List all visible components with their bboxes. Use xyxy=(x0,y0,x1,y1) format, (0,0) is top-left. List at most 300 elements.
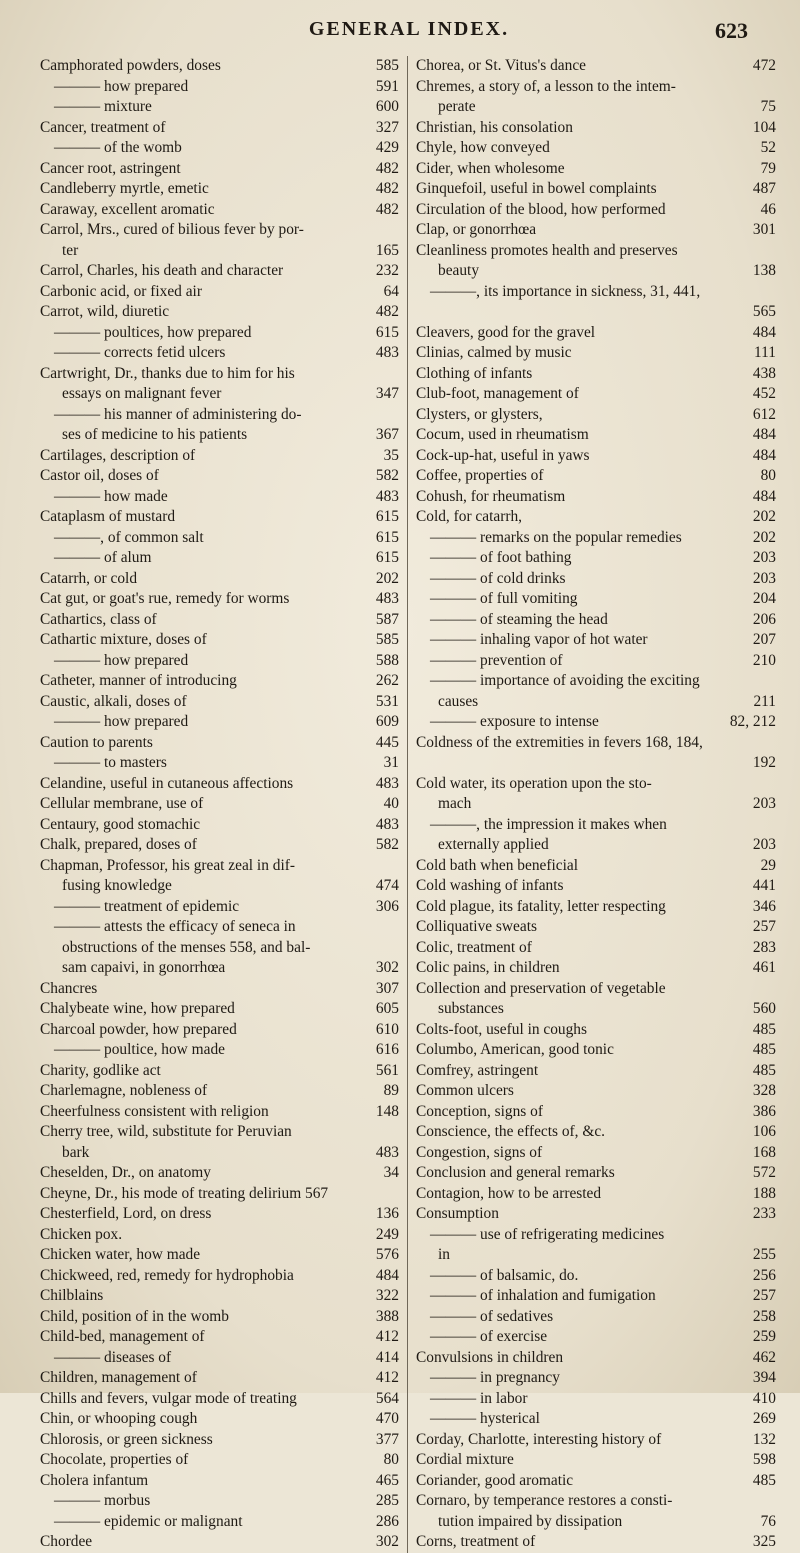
entry-text: ——— of exercise xyxy=(430,1328,548,1345)
index-entry xyxy=(416,118,776,139)
entry-page-ref: 206 xyxy=(752,610,776,628)
entry-text: Cathartics, class of xyxy=(40,610,157,628)
entry-page-ref: 582 xyxy=(375,836,399,853)
entry-text: ——— in pregnancy xyxy=(430,1369,560,1386)
index-entry xyxy=(416,1102,776,1123)
entry-page-ref: 132 xyxy=(752,1430,776,1448)
entry-page-ref: 301 xyxy=(752,221,776,238)
entry-page-ref: 233 xyxy=(752,1205,776,1222)
entry-page-ref: 188 xyxy=(752,1184,776,1202)
entry-page-ref: 322 xyxy=(375,1287,399,1304)
entry-text: Clysters, or glysters, xyxy=(416,405,543,423)
index-entry xyxy=(40,897,399,918)
entry-page-ref: 257 xyxy=(752,918,776,935)
entry-text: ——— in labor xyxy=(430,1389,528,1407)
entry-page-ref: 615 xyxy=(375,549,399,566)
index-entry xyxy=(40,938,399,959)
index-entry xyxy=(416,507,776,528)
entry-text: Club-foot, management of xyxy=(416,385,579,402)
entry-text: ——— how prepared xyxy=(54,651,189,669)
entry-text: obstructions of the menses 558, and bal- xyxy=(62,938,311,956)
entry-page-ref: 612 xyxy=(752,405,776,423)
index-entry xyxy=(416,876,776,897)
index-entry xyxy=(416,794,776,815)
entry-text: Cathartic mixture, doses of xyxy=(40,631,207,648)
entry-text: Camphorated powders, doses xyxy=(40,57,221,74)
entry-text: ——— poultice, how made xyxy=(54,1041,225,1058)
entry-page-ref: 285 xyxy=(375,1492,399,1509)
entry-text: essays on malignant fever xyxy=(62,385,222,402)
entry-text: Clinias, calmed by music xyxy=(416,344,572,361)
entry-text: Comfrey, astringent xyxy=(416,1061,539,1079)
entry-text: Ginquefoil, useful in bowel complaints xyxy=(416,180,657,197)
entry-text: ——— diseases of xyxy=(54,1348,172,1366)
entry-text: ——— how prepared xyxy=(54,77,189,95)
index-entry xyxy=(416,917,776,938)
entry-page-ref: 367 xyxy=(375,426,399,443)
index-entry xyxy=(40,1266,399,1287)
entry-page-ref: 52 xyxy=(760,139,776,156)
entry-page-ref: 591 xyxy=(375,77,399,95)
index-entry xyxy=(416,815,776,836)
index-entry xyxy=(416,1020,776,1041)
entry-page-ref: 168 xyxy=(752,1143,776,1161)
index-entry xyxy=(416,1409,776,1430)
entry-page-ref: 484 xyxy=(752,426,776,443)
index-entry xyxy=(416,282,776,303)
entry-text: ——— how prepared xyxy=(54,713,189,730)
entry-page-ref: 138 xyxy=(752,262,776,279)
entry-text: Chocolate, properties of xyxy=(40,1451,189,1468)
index-entry xyxy=(416,1512,776,1533)
entry-text: ——— attests the efficacy of seneca in xyxy=(54,918,296,935)
entry-text: causes xyxy=(438,692,479,710)
index-entry xyxy=(40,466,399,487)
index-entry xyxy=(40,261,399,282)
index-entry xyxy=(416,1081,776,1102)
entry-text: Cleanliness promotes health and preserves xyxy=(416,241,678,259)
entry-page-ref: 483 xyxy=(375,815,399,833)
index-entry xyxy=(416,343,776,364)
entry-page-ref: 203 xyxy=(752,549,776,566)
index-entry xyxy=(40,1348,399,1369)
index-entry xyxy=(416,384,776,405)
index-entry xyxy=(40,1368,399,1389)
index-entry xyxy=(416,405,776,426)
entry-text: ——— of foot bathing xyxy=(430,549,572,566)
index-entry xyxy=(416,979,776,1000)
index-entry xyxy=(40,958,399,979)
entry-text: ——— inhaling vapor of hot water xyxy=(430,631,648,648)
entry-page-ref: 347 xyxy=(375,385,399,402)
entry-text: Chordee xyxy=(40,1533,93,1550)
index-entry xyxy=(40,569,399,590)
entry-text: fusing knowledge xyxy=(62,877,172,894)
index-entry xyxy=(416,753,776,774)
entry-text: Cartilages, description of xyxy=(40,446,196,464)
index-entry xyxy=(416,364,776,385)
entry-page-ref: 483 xyxy=(375,487,399,505)
entry-page-ref: 610 xyxy=(375,1020,399,1038)
entry-text: Chapman, Professor, his great zeal in dif- xyxy=(40,856,295,874)
index-entry xyxy=(416,200,776,221)
index-entry xyxy=(416,712,776,733)
entry-text: Castor oil, doses of xyxy=(40,467,159,484)
index-entry xyxy=(40,487,399,508)
entry-page-ref: 104 xyxy=(752,118,776,136)
index-entry xyxy=(40,1122,399,1143)
index-entry xyxy=(416,138,776,159)
entry-text: ———, its importance in sickness, 31, 441, xyxy=(430,282,701,300)
entry-page-ref: 410 xyxy=(752,1389,776,1407)
entry-text: Carrol, Mrs., cured of bilious fever by por- xyxy=(40,221,304,238)
entry-page-ref: 462 xyxy=(752,1348,776,1366)
index-entry xyxy=(416,1122,776,1143)
entry-text: ——— epidemic or malignant xyxy=(54,1512,243,1530)
index-entry xyxy=(40,1430,399,1451)
entry-text: ——— of the womb xyxy=(54,139,182,156)
entry-page-ref: 258 xyxy=(752,1307,776,1325)
index-entry xyxy=(416,610,776,631)
entry-page-ref: 429 xyxy=(375,139,399,156)
entry-text: ter xyxy=(62,241,79,259)
index-entry xyxy=(416,671,776,692)
entry-text: Corday, Charlotte, interesting history of xyxy=(416,1430,662,1448)
entry-text: Chicken pox. xyxy=(40,1225,123,1243)
entry-page-ref: 203 xyxy=(752,836,776,853)
entry-text: Cornaro, by temperance restores a consti- xyxy=(416,1492,673,1509)
entry-text: Cold washing of infants xyxy=(416,877,564,894)
entry-text: Cold plague, its fatality, letter respecting xyxy=(416,897,666,915)
index-entry xyxy=(40,1286,399,1307)
entry-text: Coffee, properties of xyxy=(416,467,544,484)
entry-page-ref: 259 xyxy=(752,1328,776,1345)
entry-text: Cold, for catarrh, xyxy=(416,508,522,525)
entry-page-ref: 484 xyxy=(752,323,776,341)
index-entry xyxy=(416,1532,776,1553)
index-entry xyxy=(40,1512,399,1533)
entry-page-ref: 64 xyxy=(383,282,399,300)
index-entry xyxy=(40,979,399,1000)
entry-text: Colliquative sweats xyxy=(416,918,537,935)
entry-page-ref: 262 xyxy=(375,672,399,689)
entry-text: Charlemagne, nobleness of xyxy=(40,1082,208,1099)
index-entry xyxy=(40,405,399,426)
entry-page-ref: 585 xyxy=(375,631,399,648)
entry-page-ref: 452 xyxy=(752,385,776,402)
index-entry xyxy=(40,630,399,651)
entry-text: Child-bed, management of xyxy=(40,1328,205,1345)
index-entry xyxy=(40,282,399,303)
entry-text: Cock-up-hat, useful in yaws xyxy=(416,446,590,464)
index-column-left xyxy=(40,56,408,1553)
entry-page-ref: 483 xyxy=(375,344,399,361)
running-title: GENERAL INDEX. xyxy=(308,18,510,40)
entry-text: Consumption xyxy=(416,1205,499,1222)
entry-text: Cherry tree, wild, substitute for Peruvian xyxy=(40,1123,292,1140)
entry-text: Cold water, its operation upon the sto- xyxy=(416,774,652,792)
entry-text: Collection and preservation of vegetable xyxy=(416,979,666,997)
entry-page-ref: 465 xyxy=(375,1471,399,1489)
entry-page-ref: 615 xyxy=(375,323,399,341)
entry-page-ref: 31 xyxy=(383,754,399,771)
entry-text: Conscience, the effects of, &c. xyxy=(416,1123,606,1140)
index-entry xyxy=(40,364,399,385)
entry-text: Catarrh, or cold xyxy=(40,569,138,587)
index-entry xyxy=(416,241,776,262)
index-entry xyxy=(416,1143,776,1164)
entry-page-ref: 483 xyxy=(375,774,399,792)
index-entry xyxy=(416,1348,776,1369)
entry-text: Cheyne, Dr., his mode of treating delirium 567 xyxy=(40,1184,329,1202)
index-columns xyxy=(40,56,778,1553)
entry-page-ref: 328 xyxy=(752,1082,776,1099)
entry-text: Chickweed, red, remedy for hydrophobia xyxy=(40,1266,294,1284)
entry-page-ref: 202 xyxy=(375,569,399,587)
index-entry xyxy=(40,692,399,713)
index-entry xyxy=(40,241,399,262)
index-entry xyxy=(416,1471,776,1492)
entry-page-ref: 207 xyxy=(752,631,776,648)
index-entry xyxy=(416,630,776,651)
entry-page-ref: 232 xyxy=(375,262,399,279)
index-entry xyxy=(40,733,399,754)
entry-text: Chancres xyxy=(40,979,98,997)
entry-text: Children, management of xyxy=(40,1369,197,1386)
entry-text: Chicken water, how made xyxy=(40,1246,201,1263)
entry-page-ref: 203 xyxy=(752,795,776,812)
index-entry xyxy=(416,528,776,549)
entry-page-ref: 412 xyxy=(375,1328,399,1345)
entry-text: Chlorosis, or green sickness xyxy=(40,1430,213,1448)
entry-text: Clothing of infants xyxy=(416,364,533,382)
entry-page-ref: 482 xyxy=(375,200,399,218)
entry-text: Clap, or gonorrhœa xyxy=(416,221,537,238)
index-entry xyxy=(40,1245,399,1266)
entry-page-ref: 40 xyxy=(383,795,399,812)
entry-text: ——— to masters xyxy=(54,754,167,771)
entry-text: in xyxy=(438,1246,450,1263)
entry-text: Columbo, American, good tonic xyxy=(416,1041,614,1058)
entry-text: ——— prevention of xyxy=(430,651,563,669)
entry-text: Colic, treatment of xyxy=(416,938,532,956)
entry-page-ref: 148 xyxy=(375,1102,399,1120)
index-entry xyxy=(40,1020,399,1041)
entry-text: Carbonic acid, or fixed air xyxy=(40,282,202,300)
index-entry xyxy=(416,159,776,180)
entry-text: Circulation of the blood, how performed xyxy=(416,200,666,218)
entry-text: sam capaivi, in gonorrhœa xyxy=(62,959,226,976)
entry-text: ——— mixture xyxy=(54,98,152,115)
entry-text: Chyle, how conveyed xyxy=(416,139,550,156)
entry-page-ref: 485 xyxy=(752,1041,776,1058)
entry-page-ref: 441 xyxy=(752,877,776,894)
index-entry xyxy=(40,1225,399,1246)
index-entry xyxy=(416,1163,776,1184)
index-entry xyxy=(416,733,776,754)
index-entry xyxy=(416,1389,776,1410)
entry-text: Cataplasm of mustard xyxy=(40,508,176,525)
entry-text: Charcoal powder, how prepared xyxy=(40,1020,237,1038)
index-entry xyxy=(416,1491,776,1512)
index-entry xyxy=(416,1327,776,1348)
index-entry xyxy=(40,446,399,467)
entry-text: Chorea, or St. Vitus's dance xyxy=(416,57,586,74)
entry-text: Cleavers, good for the gravel xyxy=(416,323,596,341)
index-entry xyxy=(40,56,399,77)
entry-text: ——— his manner of administering do- xyxy=(54,405,302,423)
index-entry xyxy=(40,1450,399,1471)
index-entry xyxy=(416,1430,776,1451)
entry-page-ref: 483 xyxy=(375,590,399,607)
entry-text: Coriander, good aromatic xyxy=(416,1471,574,1489)
index-entry xyxy=(40,507,399,528)
entry-text: ———, of common salt xyxy=(54,528,204,546)
entry-page-ref: 283 xyxy=(752,938,776,956)
entry-text: Cider, when wholesome xyxy=(416,159,565,177)
entry-text: Cancer, treatment of xyxy=(40,118,166,136)
index-entry xyxy=(416,835,776,856)
index-entry xyxy=(416,1204,776,1225)
entry-page-ref: 202 xyxy=(752,528,776,546)
entry-page-ref: 203 xyxy=(752,569,776,587)
entry-text: Cheerfulness consistent with religion xyxy=(40,1102,269,1120)
index-entry xyxy=(416,938,776,959)
entry-text: Chremes, a story of, a lesson to the intem- xyxy=(416,77,676,95)
index-entry xyxy=(40,323,399,344)
entry-text: mach xyxy=(438,795,472,812)
index-entry xyxy=(416,1225,776,1246)
entry-page-ref: 307 xyxy=(375,979,399,997)
index-entry xyxy=(416,220,776,241)
entry-page-ref: 472 xyxy=(752,57,776,74)
index-entry xyxy=(416,1450,776,1471)
entry-text: ——— morbus xyxy=(54,1492,151,1509)
entry-text: Colts-foot, useful in coughs xyxy=(416,1020,587,1038)
entry-page-ref: 377 xyxy=(375,1430,399,1448)
entry-page-ref: 165 xyxy=(375,241,399,259)
index-entry xyxy=(40,118,399,139)
index-entry xyxy=(40,794,399,815)
entry-page-ref: 600 xyxy=(375,98,399,115)
entry-text: ——— of full vomiting xyxy=(430,590,578,607)
index-entry xyxy=(416,1245,776,1266)
entry-text: Common ulcers xyxy=(416,1082,514,1099)
index-entry xyxy=(40,999,399,1020)
entry-page-ref: 461 xyxy=(752,959,776,976)
index-entry xyxy=(416,1368,776,1389)
index-entry xyxy=(40,856,399,877)
entry-text: Cheselden, Dr., on anatomy xyxy=(40,1164,211,1181)
entry-text: Coldness of the extremities in fevers 168, 184, xyxy=(416,733,703,751)
page-number: 623 xyxy=(715,18,748,43)
entry-page-ref: 482 xyxy=(375,180,399,197)
index-entry xyxy=(40,1307,399,1328)
index-entry xyxy=(416,302,776,323)
index-entry xyxy=(416,261,776,282)
entry-page-ref: 485 xyxy=(752,1020,776,1038)
entry-text: ——— hysterical xyxy=(430,1410,540,1427)
entry-text: externally applied xyxy=(438,836,549,853)
entry-page-ref: 327 xyxy=(375,118,399,136)
entry-text: ———, the impression it makes when xyxy=(430,815,667,833)
entry-text: ——— of inhalation and fumigation xyxy=(430,1287,656,1304)
entry-page-ref: 388 xyxy=(375,1307,399,1325)
entry-page-ref: 306 xyxy=(375,897,399,915)
index-entry xyxy=(40,1061,399,1082)
index-entry xyxy=(416,425,776,446)
entry-page-ref: 249 xyxy=(375,1225,399,1243)
entry-text: Caustic, alkali, doses of xyxy=(40,692,187,710)
entry-text: Cocum, used in rheumatism xyxy=(416,426,589,443)
index-entry xyxy=(416,323,776,344)
entry-text: Cold bath when beneficial xyxy=(416,856,578,874)
entry-page-ref: 386 xyxy=(752,1102,776,1120)
index-entry xyxy=(40,138,399,159)
entry-text: perate xyxy=(438,98,476,115)
entry-page-ref: 588 xyxy=(375,651,399,669)
index-entry xyxy=(40,876,399,897)
entry-page-ref: 29 xyxy=(760,856,776,874)
index-entry xyxy=(40,1532,399,1553)
entry-page-ref: 484 xyxy=(375,1266,399,1284)
entry-text: Charity, godlike act xyxy=(40,1061,161,1079)
entry-page-ref: 485 xyxy=(752,1471,776,1489)
index-entry xyxy=(40,1327,399,1348)
index-entry xyxy=(40,528,399,549)
index-entry xyxy=(416,856,776,877)
index-entry xyxy=(40,1204,399,1225)
entry-text: Congestion, signs of xyxy=(416,1143,543,1161)
entry-page-ref: 561 xyxy=(375,1061,399,1079)
index-entry xyxy=(40,753,399,774)
entry-text: ——— importance of avoiding the exciting xyxy=(430,672,700,689)
entry-text: Caraway, excellent aromatic xyxy=(40,200,215,218)
index-entry xyxy=(416,897,776,918)
entry-text: Chin, or whooping cough xyxy=(40,1410,198,1427)
entry-page-ref: 211 xyxy=(753,692,776,710)
index-entry xyxy=(40,1102,399,1123)
index-entry xyxy=(416,56,776,77)
entry-page-ref: 609 xyxy=(375,713,399,730)
entry-page-ref: 202 xyxy=(752,508,776,525)
entry-page-ref: 482 xyxy=(375,303,399,320)
entry-page-ref: 615 xyxy=(375,508,399,525)
index-entry xyxy=(416,999,776,1020)
entry-text: Cancer root, astringent xyxy=(40,159,181,177)
entry-text: ——— use of refrigerating medicines xyxy=(430,1225,665,1243)
entry-text: Cohush, for rheumatism xyxy=(416,487,566,505)
entry-text: ——— of sedatives xyxy=(430,1307,554,1325)
entry-page-ref: 136 xyxy=(375,1205,399,1222)
entry-page-ref: 80 xyxy=(383,1451,399,1468)
index-entry xyxy=(416,1184,776,1205)
entry-text: ——— of steaming the head xyxy=(430,610,608,628)
entry-page-ref: 487 xyxy=(752,180,776,197)
index-entry xyxy=(416,692,776,713)
index-entry xyxy=(40,1409,399,1430)
entry-text: Cartwright, Dr., thanks due to him for his xyxy=(40,364,295,382)
entry-text: beauty xyxy=(438,262,480,279)
entry-page-ref: 484 xyxy=(752,487,776,505)
entry-text: Candleberry myrtle, emetic xyxy=(40,180,209,197)
entry-text: Christian, his consolation xyxy=(416,118,573,136)
entry-page-ref: 484 xyxy=(752,446,776,464)
index-entry xyxy=(416,487,776,508)
entry-text: Child, position of in the womb xyxy=(40,1307,229,1325)
index-entry xyxy=(40,159,399,180)
index-entry xyxy=(40,610,399,631)
